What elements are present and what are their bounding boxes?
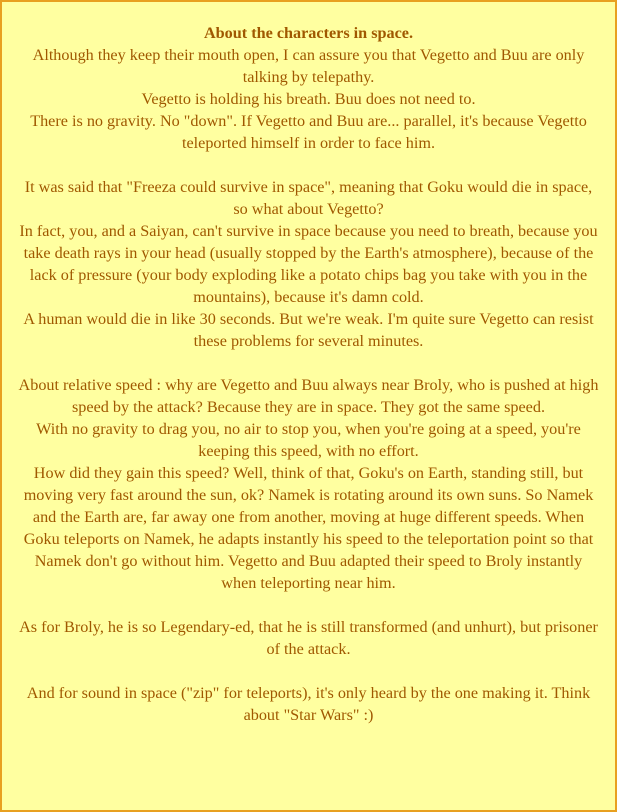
text-line: There is no gravity. No "down". If Vegetto and Buu are... parallel, it's because Vegetto teleported himself in order to face him. (30, 112, 587, 152)
paragraph-survival (18, 176, 599, 352)
text-line: As for Broly, he is so Legendary-ed, that he is still transformed (and unhurt), but prisoner of the attack. (19, 618, 598, 658)
paragraph-broly (18, 616, 599, 660)
text-line: Vegetto is holding his breath. Buu does not need to. (141, 90, 476, 108)
text-line: And for sound in space ("zip" for teleports), it's only heard by the one making it. Think about "Star Wars" :) (26, 684, 591, 724)
text-line: About relative speed : why are Vegetto and Buu always near Broly, who is pushed at high speed by the attack? Because they are in space. They got the same speed. (18, 376, 599, 416)
text-line: In fact, you, and a Saiyan, can't survive in space because you need to breath, because you take death rays in your head (usually stopped by the Earth's atmosphere), because of the lack of pressure (your body exploding like a potato chips bag you take with you in the mountains), because it's damn cold. (19, 222, 598, 306)
text-line: Although they keep their mouth open, I can assure you that Vegetto and Buu are only talking by telepathy. (32, 46, 585, 86)
text-line: With no gravity to drag you, no air to stop you, when you're going at a speed, you're keeping this speed, with no effort. (36, 420, 581, 460)
text-line: A human would die in like 30 seconds. But we're weak. I'm quite sure Vegetto can resist these problems for several minutes. (23, 310, 594, 350)
paragraph-sound (18, 682, 599, 726)
paragraph-relative-speed (18, 374, 599, 594)
article-body (18, 22, 599, 726)
article-heading: About the characters in space. (203, 24, 414, 42)
text-line: How did they gain this speed? Well, think of that, Goku's on Earth, standing still, but moving very fast around the sun, ok? Namek is rotating around its own suns. So Namek and the Earth are, far away one from another, moving at huge different speeds. When Goku teleports on Namek, he adapts instantly his speed to the teleportation point so that Namek don't go without him. Vegetto and Buu adapted their speed to Broly instantly when teleporting near him. (23, 464, 594, 592)
text-line: It was said that "Freeza could survive in space", meaning that Goku would die in space, so what about Vegetto? (24, 178, 593, 218)
paragraph-intro (18, 22, 599, 154)
